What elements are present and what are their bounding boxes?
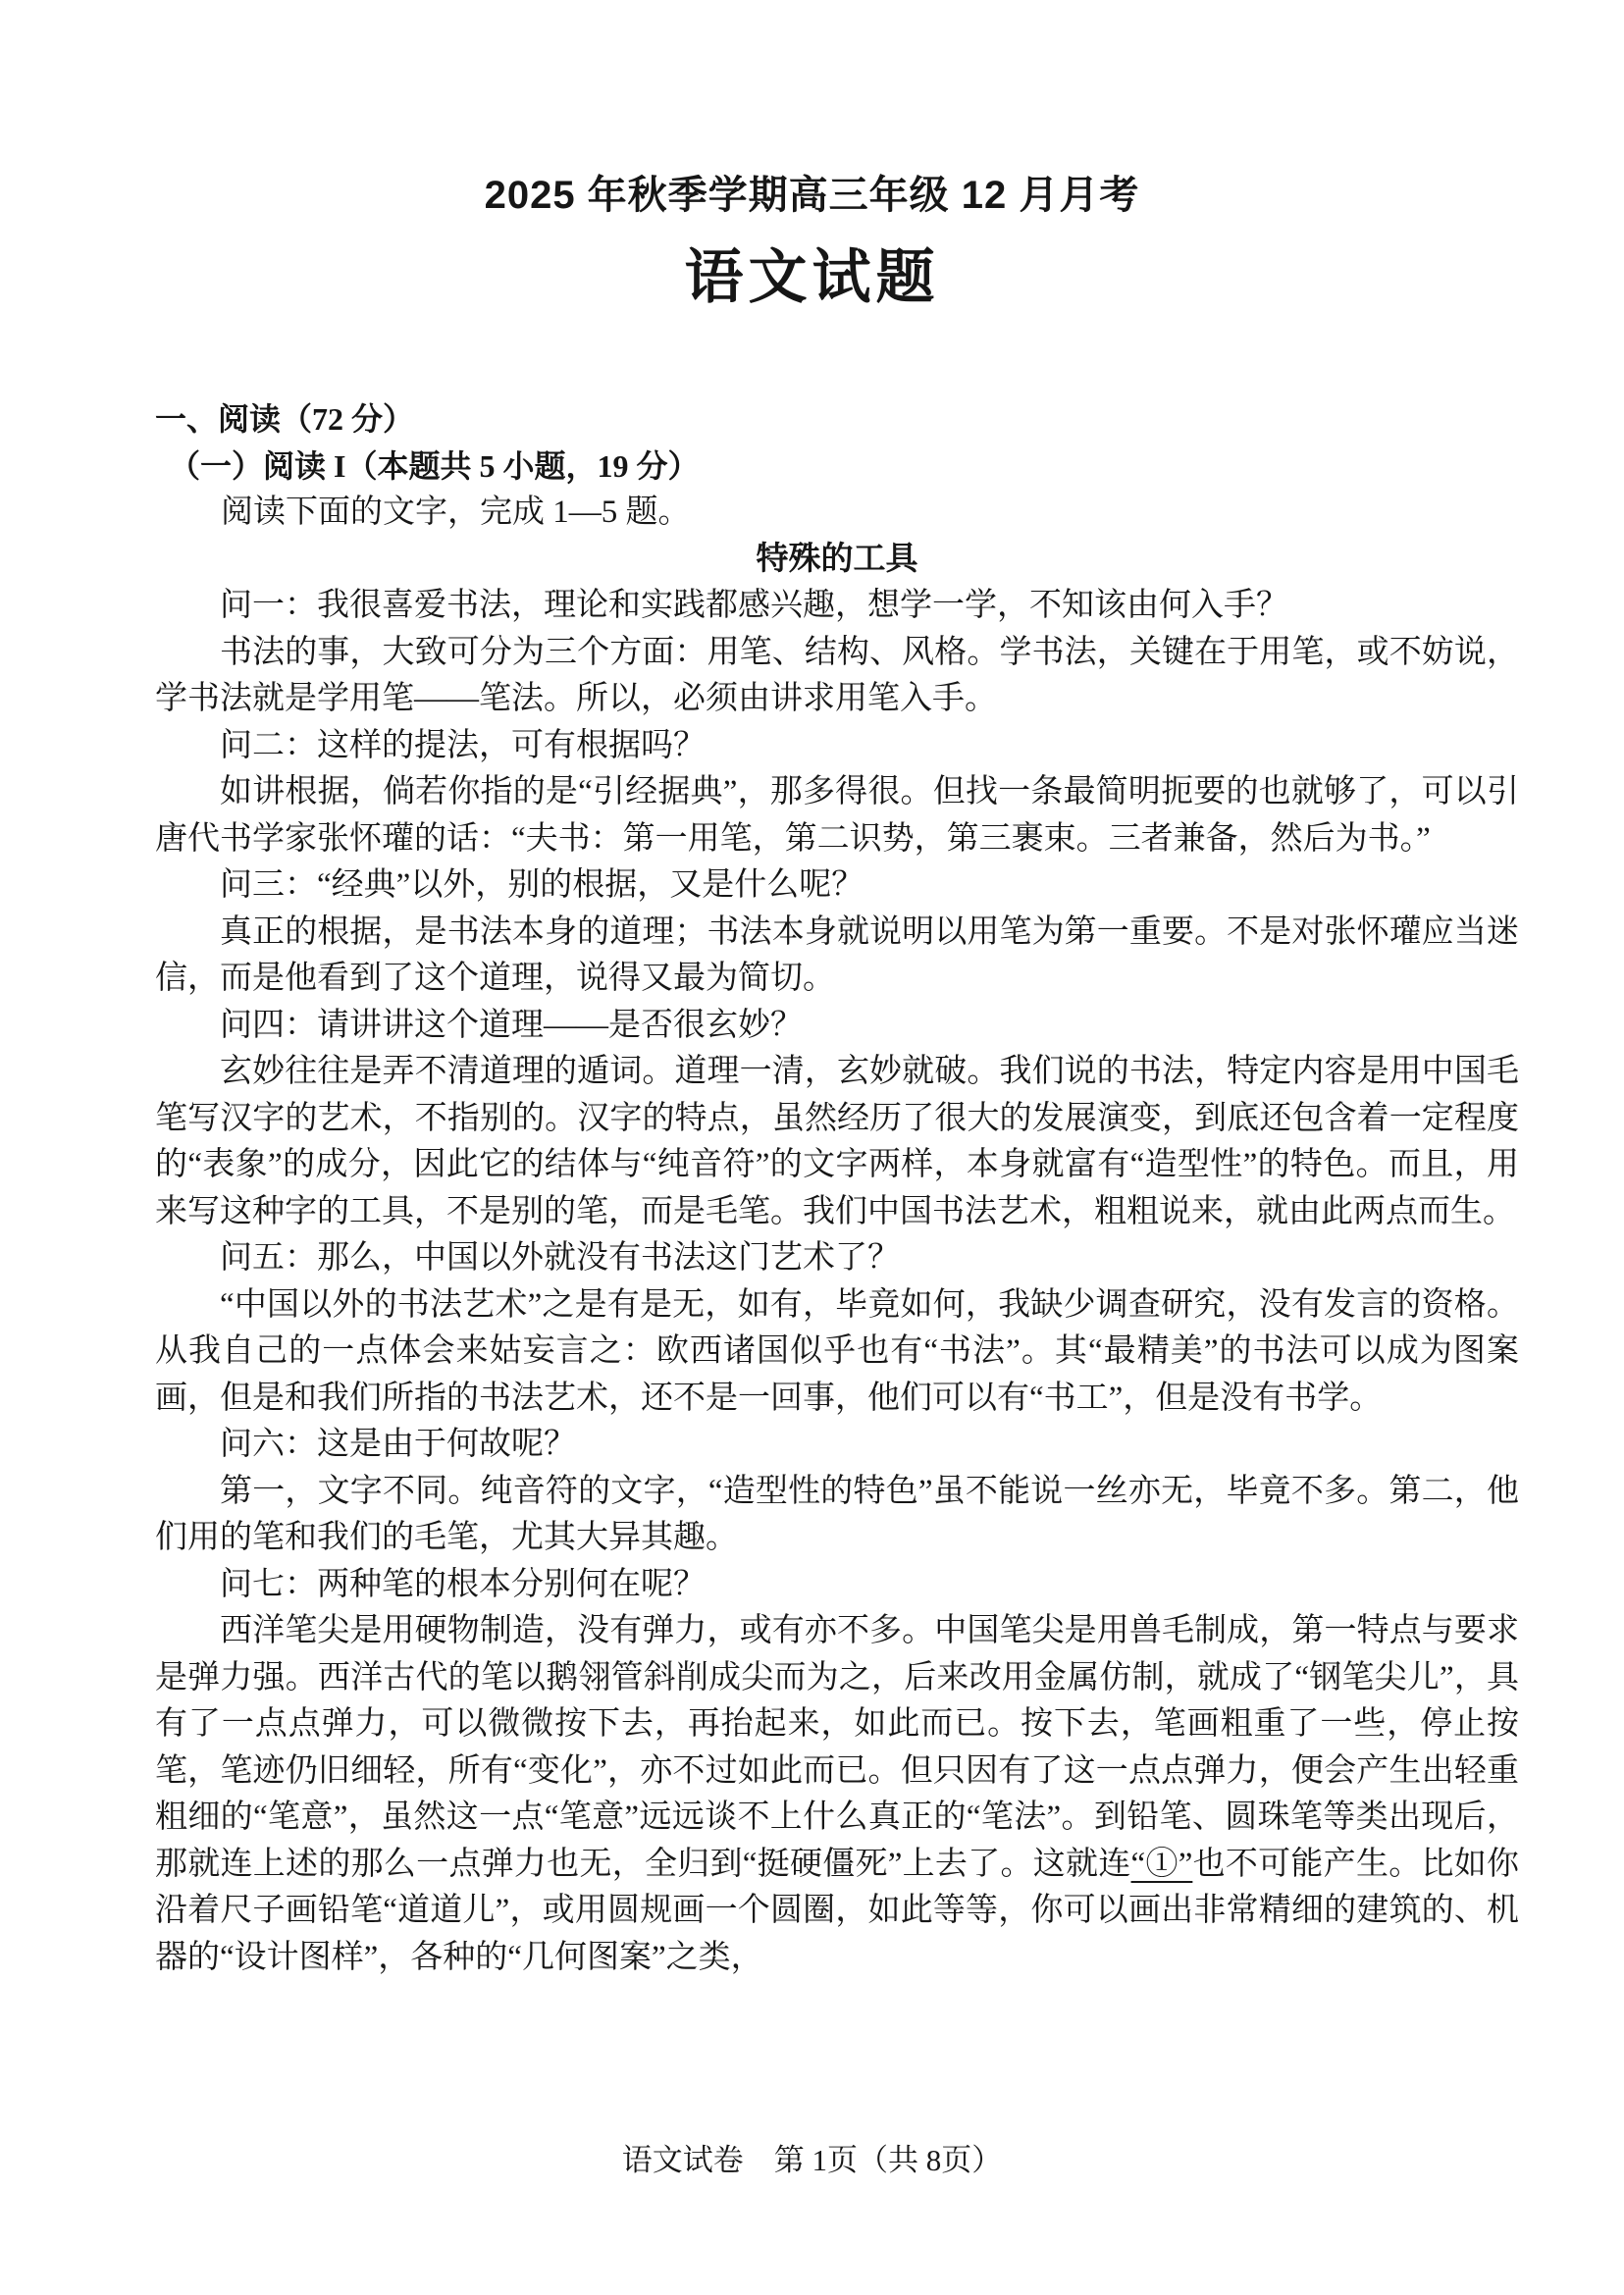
passage-paragraph: 问五：那么，中国以外就没有书法这门艺术了？ <box>220 1240 900 1276</box>
passage-paragraph: 书法的事，大致可分为三个方面：用笔、结构、风格。学书法，关键在于用笔，或不妨说，学书法就是学用笔——笔法。所以，必须由讲求用笔入手。 <box>155 634 1519 716</box>
passage-paragraph: 第一，文字不同。纯音符的文字，“造型性的特色”虽不能说一丝亦无，毕竟不多。第二，他们用的笔和我们的毛笔，尤其大异其趣。 <box>155 1473 1519 1555</box>
passage-paragraph: 玄妙往往是弄不清道理的遁词。道理一清，玄妙就破。我们说的书法，特定内容是用中国毛笔写汉字的艺术，不指别的。汉字的特点，虽然经历了很大的发展演变，到底还包含着一定程度的“表象”的成分，因此它的结体与“纯音符”的文字两样，本身就富有“造型性”的特色。而且，用来写这种字的工具，不是别的笔，而是毛笔。我们中国书法艺术，粗粗说来，就由此两点而生。 <box>155 1054 1519 1229</box>
exam-content <box>155 396 1519 1981</box>
final-paragraph-after-blank: 也不可能产生。比如你沿着尺子画铅笔“道道儿”，或用圆规画一个圆圈，如此等等，你可以画出非常精细的建筑的、机器的“设计图样”，各种的“几何图案”之类， <box>155 1846 1520 1975</box>
passage-paragraph: 问二：这样的提法，可有根据吗？ <box>220 727 706 763</box>
passage-paragraph: 真正的根据，是书法本身的道理；书法本身就说明以用笔为第一重要。不是对张怀瓘应当迷信，而是他看到了这个道理，说得又最为简切。 <box>155 913 1519 996</box>
passage-paragraph-final <box>155 1608 1519 1981</box>
passage-paragraph: 如讲根据，倘若你指的是“引经据典”，那多得很。但找一条最简明扼要的也就够了，可以引唐代书学家张怀瓘的话：“夫书：第一用笔，第二识势，第三裹束。三者兼备，然后为书。” <box>155 774 1519 857</box>
page-footer: 语文试卷 第 1页（共 8页） <box>621 2143 1003 2177</box>
subsection-heading-reading-1: （一）阅读 I（本题共 5 小题，19 分） <box>169 447 700 484</box>
exam-subject-title: 语文试题 <box>684 244 940 310</box>
section-heading-reading: 一、阅读（72 分） <box>155 401 415 437</box>
reading-instruction: 阅读下面的文字，完成 1—5 题。 <box>221 495 691 530</box>
exam-title: 2025 年秋季学期高三年级 12 月月考 <box>484 174 1140 217</box>
passage-paragraph: 问六：这是由于何故呢？ <box>220 1427 576 1462</box>
passage-paragraph: 问一：我很喜爱书法，理论和实践都感兴趣，想学一学，不知该由何入手？ <box>220 588 1288 623</box>
passage-title: 特殊的工具 <box>756 541 918 577</box>
passage-paragraph: 问三：“经典”以外，别的根据，又是什么呢？ <box>220 867 864 903</box>
passage-paragraphs <box>155 583 1519 1608</box>
passage-body <box>155 583 1519 1981</box>
passage-paragraph: “中国以外的书法艺术”之是有是无，如有，毕竟如何，我缺少调查研究，没有发言的资格。从我自己的一点体会来姑妄言之：欧西诸国似乎也有“书法”。其“最精美”的书法可以成为图案画，但是和我们所指的书法艺术，还不是一回事，他们可以有“书工”，但是没有书学。 <box>155 1286 1519 1416</box>
passage-paragraph: 问四：请讲讲这个道理——是否很玄妙？ <box>220 1007 803 1043</box>
final-paragraph-before-blank: 西洋笔尖是用硬物制造，没有弹力，或有亦不多。中国笔尖是用兽毛制成，第一特点与要求是弹力强。西洋古代的笔以鹅翎管斜削成尖而为之，后来改用金属仿制，就成了“钢笔尖儿”，具有了一点点弹力，可以微微按下去，再抬起来，如此而已。按下去，笔画粗重了一些，停止按笔，笔迹仍旧细轻，所有“变化”，亦不过如此而已。但只因有了这一点点弹力，便会产生出轻重粗细的“笔意”，虽然这一点“笔意”远远谈不上什么真正的“笔法”。到铅笔、圆珠笔等类出现后，那就连上述的那么一点弹力也无，全归到“挺硬僵死”上去了。这就连 <box>155 1613 1519 1882</box>
numbered-blank-underline: “①” <box>1130 1846 1193 1882</box>
passage-paragraph: 问七：两种笔的根本分别何在呢？ <box>220 1566 706 1602</box>
